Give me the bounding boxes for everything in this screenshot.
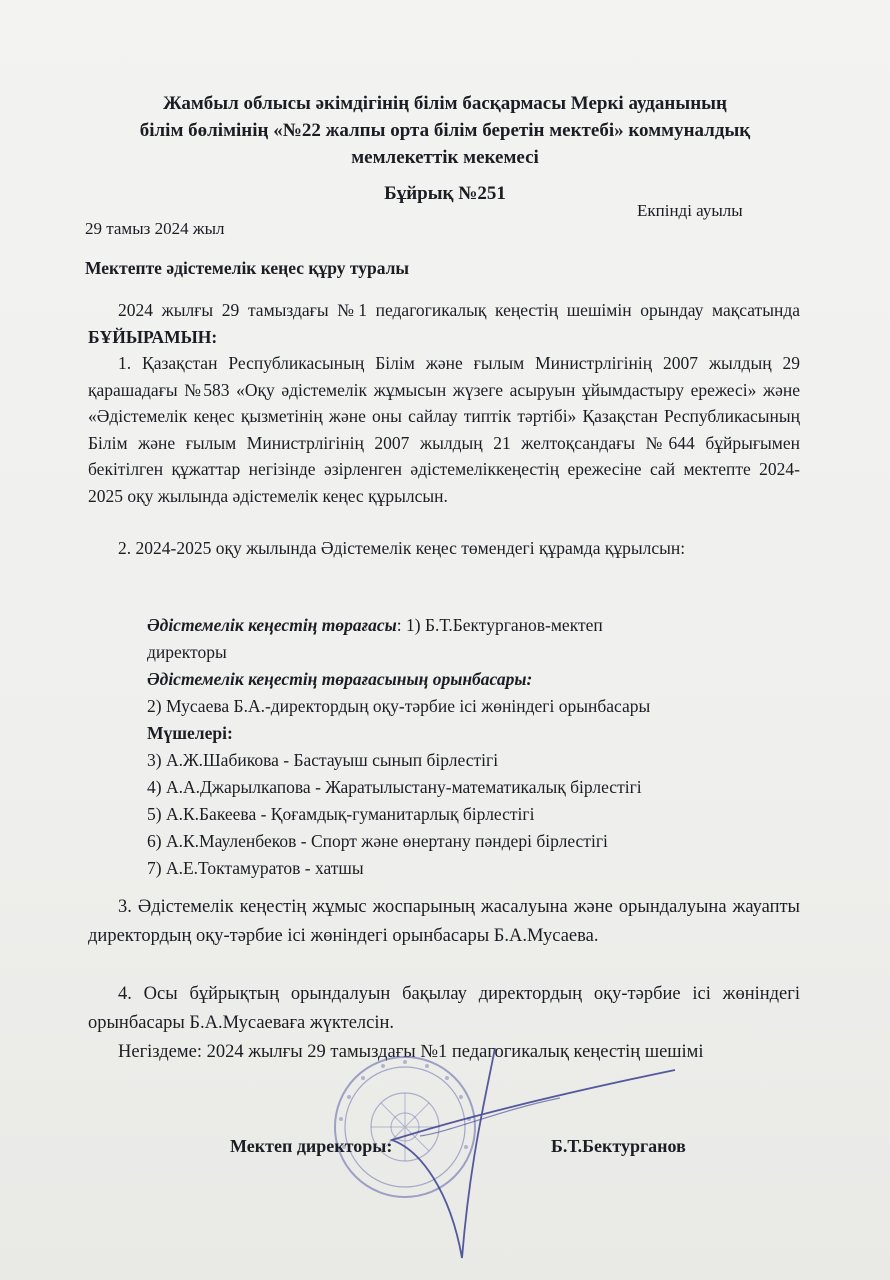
item-3-text: 3. Әдістемелік кеңестің жұмыс жоспарының жасалуына және орындалуына жауапты директордың оқу-тәрбие ісі жөніндегі орынбасары Б.А.Мусаева.	[88, 897, 800, 946]
order-title: Бұйрық №251	[384, 183, 506, 204]
member-item: 3) А.Ж.Шабикова - Бастауыш сынып бірлестігі	[147, 750, 499, 770]
intro-text: 2024 жылғы 29 тамыздағы №1 педагогикалық кеңестің шешімін орындау мақсатында	[118, 300, 800, 320]
signature-icon	[300, 1040, 680, 1280]
intro-command: БҰЙЫРАМЫН:	[88, 326, 218, 347]
order-subject: Мектепте әдістемелік кеңес құру туралы	[85, 258, 410, 278]
item-4	[88, 980, 800, 1037]
order-date: 29 тамыз 2024 жыл	[85, 219, 225, 238]
basis-text: Негіздеме: 2024 жылғы 29 тамыздағы №1 педагогикалық кеңестің шешімі	[118, 1042, 704, 1062]
item-1	[88, 350, 800, 509]
chair-line	[147, 612, 807, 639]
institution-header	[60, 90, 830, 171]
member-item: 7) А.Е.Токтамуратов - хатшы	[147, 858, 364, 878]
signature-position: Мектеп директоры:	[230, 1136, 393, 1156]
intro-paragraph	[88, 297, 800, 350]
chair-text: : 1) Б.Т.Бектурганов-мектеп	[396, 615, 603, 635]
chair-label: Әдістемелік кеңестің төрағасы	[147, 615, 397, 635]
member-item: 6) А.К.Мауленбеков - Спорт және өнертану пәндері бірлестігі	[147, 831, 608, 851]
item-1-text: 1. Қазақстан Республикасының Білім және ғылым Министрлігінің 2007 жылдың 29 қарашадағы №583 «Оқу әдістемелік жұмысын жүзеге асыруын ұйымдастыру ережесі» және «Әдістемелік кеңес қызметінің және оны сайлау типтік тәртібі» Қазақстан Республикасының Білім және ғылым Министрлігінің 2007 жылдың 21 желтоқсандағы №644 бұйрығымен бекітілген құжаттар негізінде әзірленген әдістемеліккеңестің ережесіне сай мектепте 2024-2025 оқу жылында әдістемелік кеңес құрылсын.	[88, 353, 800, 506]
member-item: 5) А.К.Бакеева - Қоғамдық-гуманитарлық бірлестігі	[147, 804, 535, 824]
header-line-3: мемлекеттік мекемесі	[351, 147, 539, 168]
members-label: Мүшелері:	[147, 723, 233, 743]
order-place: Екпінді ауылы	[637, 201, 743, 220]
item-3	[88, 893, 800, 950]
header-line-2: білім бөлімінің «№22 жалпы орта білім беретін мектебі» коммуналдық	[139, 120, 751, 141]
item-4-text: 4. Осы бұйрықтың орындалуын бақылау директордың оқу-тәрбие ісі жөніндегі орынбасары Б.А.Мусаеваға жүктелсін.	[88, 984, 800, 1033]
member-item: 4) А.А.Джарылкапова - Жаратылыстану-математикалық бірлестігі	[147, 777, 642, 797]
header-line-1: Жамбыл облысы әкімдігінің білім басқармасы Меркі ауданының	[163, 93, 727, 114]
deputy-text: 2) Мусаева Б.А.-директордың оқу-тәрбие ісі жөніндегі орынбасары	[147, 696, 651, 716]
item-2	[88, 535, 800, 562]
council-composition	[147, 612, 807, 882]
deputy-label: Әдістемелік кеңестің төрағасының орынбасары:	[147, 669, 533, 689]
item-2-text: 2. 2024-2025 оқу жылында Әдістемелік кеңес төмендегі құрамда құрылсын:	[118, 538, 686, 558]
chair-line-2: директоры	[147, 642, 227, 662]
signature-name: Б.Т.Бектурганов	[551, 1136, 686, 1156]
